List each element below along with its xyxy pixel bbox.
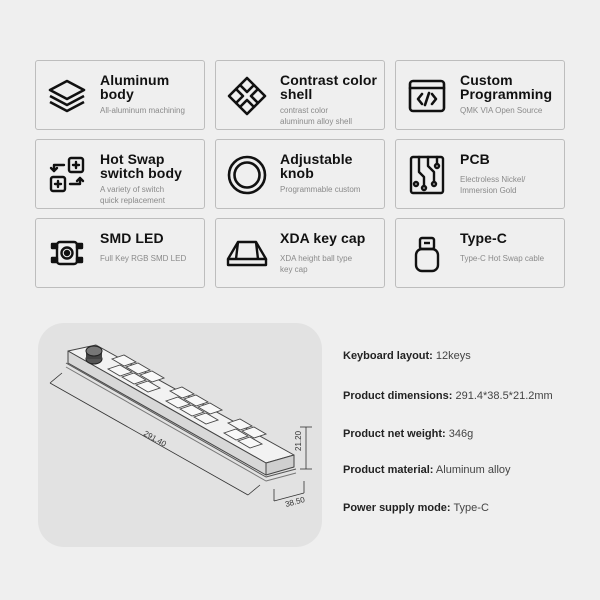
- feature-card-pcb: PCB Electroless Nickel/ Immersion Gold: [395, 139, 565, 209]
- smd-led-icon: [44, 231, 90, 277]
- dimension-width-label: 38.50: [284, 495, 306, 509]
- feature-card-xda-keycap: XDA key cap XDA height ball type key cap: [215, 218, 385, 288]
- feature-card-type-c: Type-C Type-C Hot Swap cable: [395, 218, 565, 288]
- spec-label: Product net weight:: [343, 428, 446, 440]
- feature-card-hot-swap: Hot Swap switch body A variety of switch quick replacement: [35, 139, 205, 209]
- hot-swap-icon: [44, 152, 90, 198]
- knob-icon: [224, 152, 270, 198]
- keyboard-dimension-drawing: [38, 323, 322, 547]
- spec-value: 291.4*38.5*21.2mm: [455, 390, 553, 402]
- spec-value: Aluminum alloy: [435, 464, 511, 476]
- stacked-layers-icon: [44, 73, 90, 119]
- spec-row: [343, 428, 473, 441]
- pcb-icon: [404, 152, 450, 198]
- feature-card-contrast-shell: Contrast color shell contrast color aluminum alloy shell: [215, 60, 385, 130]
- spec-row: [343, 350, 471, 363]
- crossed-keycaps-icon: [224, 73, 270, 119]
- feature-card-custom-programming: Custom Programming QMK VIA Open Source: [395, 60, 565, 130]
- dimension-height-label: 21.20: [294, 430, 303, 451]
- feature-card-aluminum-body: Aluminum body All-aluminum machining: [35, 60, 205, 130]
- product-drawing-panel: [38, 323, 322, 547]
- knob-drawing: [86, 346, 102, 364]
- spec-label: Product dimensions:: [343, 390, 453, 402]
- usb-type-c-icon: [404, 231, 450, 277]
- spec-value: 12keys: [435, 350, 471, 362]
- spec-value: Type-C: [453, 502, 489, 514]
- spec-row: [343, 390, 553, 403]
- spec-label: Keyboard layout:: [343, 350, 433, 362]
- dimension-length-label: 291.40: [142, 428, 168, 449]
- spec-label: Product material:: [343, 464, 434, 476]
- spec-row: [343, 502, 489, 515]
- code-window-icon: [404, 73, 450, 119]
- spec-label: Power supply mode:: [343, 502, 451, 514]
- spec-value: 346g: [448, 428, 474, 440]
- keycap-icon: [224, 231, 270, 277]
- feature-card-adjustable-knob: Adjustable knob Programmable custom: [215, 139, 385, 209]
- spec-row: [343, 464, 511, 477]
- feature-card-smd-led: SMD LED Full Key RGB SMD LED: [35, 218, 205, 288]
